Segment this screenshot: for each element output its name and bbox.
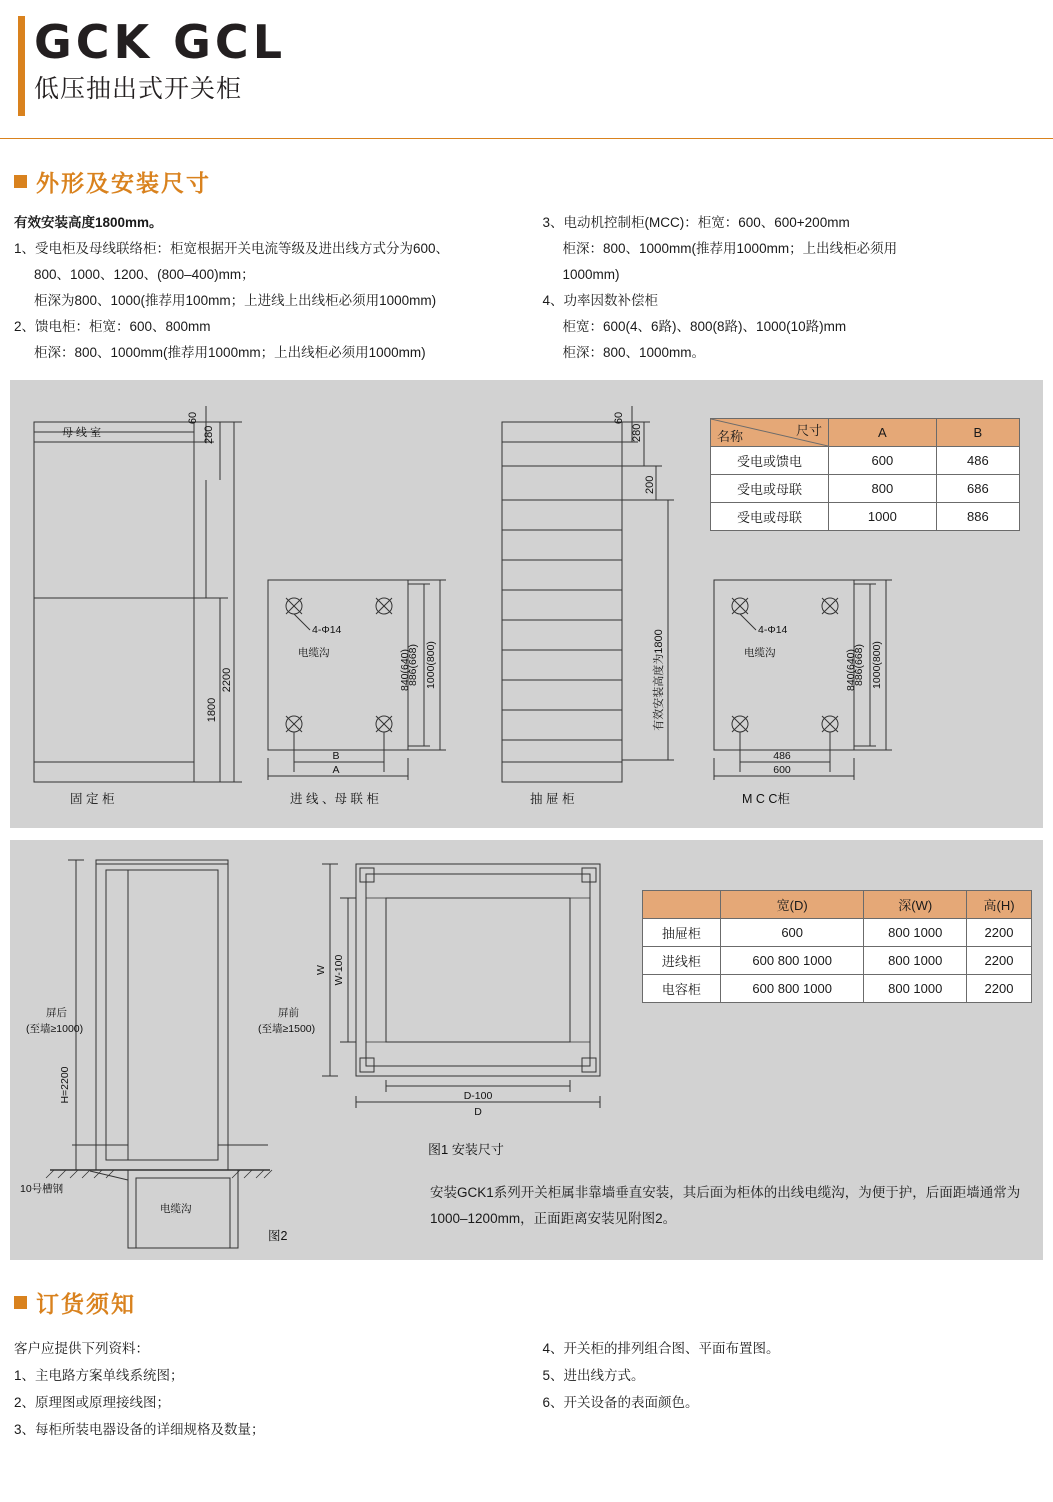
dim-886-incoming: 886(668) — [407, 643, 419, 687]
dim-D100: D-100 — [463, 1090, 493, 1102]
order-left-line-2: 2、原理图或原理接线图； — [14, 1395, 171, 1410]
dim-1000-mcc: 1000(800) — [871, 641, 883, 689]
spec-left-line-3: 柜深为800、1000(推荐用100mm；上进线上出线柜必须用1000mm) — [34, 293, 437, 308]
caption-mcc-cabinet: M C C柜 — [742, 792, 790, 806]
label-channel-steel: 10号槽钢 — [20, 1183, 64, 1195]
header-divider — [0, 138, 1053, 139]
row-name: 受电或母联 — [711, 475, 829, 503]
label-trench-incoming: 电缆沟 — [298, 647, 330, 659]
section-heading-text: 外形及安装尺寸 — [36, 170, 211, 196]
table2-header-blank — [643, 891, 721, 919]
row-b: 686 — [936, 475, 1019, 503]
spec-left-line-0: 有效安装高度1800mm。 — [14, 215, 163, 230]
dim-60-drawer: 60 — [613, 411, 625, 425]
order-column-right — [525, 1335, 1036, 1443]
figure-panel-installation — [10, 840, 1043, 1260]
section-heading-dimensions — [14, 165, 1053, 198]
row-height: 2200 — [967, 975, 1032, 1003]
dim-840-incoming: 840(640) — [399, 648, 411, 692]
spec-right-line-4: 柜宽：600(4、6路)、800(8路)、1000(10路)mm — [562, 319, 847, 334]
spec-right-line-0: 3、电动机控制柜(MCC)：柜宽：600、600+200mm — [542, 215, 850, 230]
row-depth: 800 1000 — [864, 975, 967, 1003]
table-row — [711, 447, 1020, 475]
label-hole-incoming: 4-Φ14 — [312, 624, 342, 636]
installation-size-table — [642, 890, 1032, 1003]
spec-left-line-4: 2、馈电柜：柜宽：600、800mm — [14, 319, 211, 334]
row-depth: 800 1000 — [864, 919, 967, 947]
dim-280-drawer: 280 — [631, 423, 643, 442]
row-depth: 800 1000 — [864, 947, 967, 975]
table-header-b: B — [936, 419, 1019, 447]
table-row — [711, 475, 1020, 503]
row-width: 600 800 1000 — [720, 947, 864, 975]
spec-column-right — [525, 210, 1036, 366]
dim-600-mcc: 600 — [773, 764, 791, 776]
table-row — [643, 919, 1032, 947]
page-subtitle: 低压抽出式开关柜 — [34, 75, 243, 103]
spec-right-line-5: 柜深：800、1000mm。 — [562, 345, 706, 360]
caption-figure2: 图2 — [268, 1229, 288, 1243]
table2-header-depth: 深(W) — [864, 891, 967, 919]
spec-left-line-2: 800、1000、1200、(800–400)mm； — [34, 267, 255, 282]
row-width: 600 800 1000 — [720, 975, 864, 1003]
order-right-line-2: 6、开关设备的表面颜色。 — [542, 1395, 699, 1410]
table-row — [643, 947, 1032, 975]
table2-header-height: 高(H) — [967, 891, 1032, 919]
spec-text-block — [0, 210, 1053, 366]
caption-drawer-cabinet: 抽 屉 柜 — [530, 792, 575, 806]
row-name: 抽屉柜 — [643, 919, 721, 947]
caption-incoming-cabinet: 进 线 、母 联 柜 — [290, 792, 379, 806]
section-heading-text-order: 订货须知 — [36, 1291, 136, 1317]
dim-1800-fixed: 1800 — [206, 697, 218, 723]
label-hole-mcc: 4-Φ14 — [758, 624, 788, 636]
table-corner-cell — [711, 419, 829, 447]
spec-right-line-1: 柜深：800、1000mm(推荐用1000mm；上出线柜必须用 — [562, 241, 898, 256]
row-height: 2200 — [967, 947, 1032, 975]
bullet-square-icon — [14, 1296, 27, 1309]
installation-note: 安装GCK1系列开关柜属非靠墙垂直安装，其后面为柜体的出线电缆沟，为便于护，后面距墙通常为1000–1200mm，正面距离安装见附图2。 — [430, 1185, 1021, 1226]
label-busbar-room: 母 线 室 — [62, 427, 102, 439]
dim-A-incoming: A — [332, 764, 340, 776]
spec-column-left — [14, 210, 525, 366]
page-header — [0, 0, 1053, 130]
dim-2200-fixed: 2200 — [221, 667, 233, 693]
section-heading-order — [14, 1286, 1053, 1319]
dim-D: D — [474, 1106, 482, 1118]
dim-200-drawer: 200 — [644, 475, 656, 494]
dim-60-fixed: 60 — [187, 411, 199, 425]
caption-fixed-cabinet: 固 定 柜 — [70, 792, 115, 806]
dim-effective-height: 有效安装高度为1800 — [653, 629, 665, 731]
dim-840-mcc: 840(640) — [845, 648, 857, 692]
row-a: 1000 — [829, 503, 937, 531]
header-accent-bar — [18, 16, 25, 116]
spec-left-line-5: 柜深：800、1000mm(推荐用1000mm；上出线柜必须用1000mm) — [34, 345, 426, 360]
row-name: 受电或馈电 — [711, 447, 829, 475]
label-back: 屏后 — [46, 1007, 67, 1019]
row-name: 电容柜 — [643, 975, 721, 1003]
spec-right-line-2: 1000mm) — [562, 267, 620, 282]
label-front: 屏前 — [278, 1007, 299, 1019]
row-name: 受电或母联 — [711, 503, 829, 531]
page-title: GCK GCL — [34, 15, 287, 69]
label-trench-mcc: 电缆沟 — [744, 647, 776, 659]
row-b: 886 — [936, 503, 1019, 531]
order-right-line-1: 5、进出线方式。 — [542, 1368, 645, 1383]
label-front-sub: (至墙≥1500) — [258, 1023, 316, 1035]
table-row — [643, 975, 1032, 1003]
order-notice-block — [0, 1331, 1053, 1443]
dim-B-incoming: B — [332, 750, 340, 762]
dim-W: W — [315, 965, 327, 975]
table-header-a: A — [829, 419, 937, 447]
spec-right-line-3: 4、功率因数补偿柜 — [542, 293, 659, 308]
caption-figure1: 图1 安装尺寸 — [428, 1142, 504, 1157]
bullet-square-icon — [14, 175, 27, 188]
row-b: 486 — [936, 447, 1019, 475]
label-trench-side: 电缆沟 — [160, 1203, 192, 1215]
dimension-table-ab — [710, 418, 1020, 531]
order-column-left — [14, 1335, 525, 1443]
figure1-drawings — [10, 380, 710, 828]
figure1-mcc-drawing — [700, 570, 980, 820]
dim-H-2200: H=2200 — [59, 1066, 71, 1104]
row-height: 2200 — [967, 919, 1032, 947]
corner-row-label: 名称 — [717, 429, 744, 444]
row-width: 600 — [720, 919, 864, 947]
label-back-sub: (至墙≥1000) — [26, 1023, 84, 1035]
order-left-line-3: 3、每柜所装电器设备的详细规格及数量； — [14, 1422, 265, 1437]
corner-col-label: 尺寸 — [795, 423, 822, 438]
dim-1000-incoming: 1000(800) — [425, 641, 437, 689]
order-left-line-1: 1、主电路方案单线系统图； — [14, 1368, 184, 1383]
figure-panel-dimensions — [10, 380, 1043, 828]
order-left-line-0: 客户应提供下列资料： — [14, 1341, 149, 1356]
dim-486-mcc: 486 — [773, 750, 791, 762]
row-a: 600 — [829, 447, 937, 475]
row-a: 800 — [829, 475, 937, 503]
dim-886-mcc: 886(668) — [853, 643, 865, 687]
spec-left-line-1: 1、受电柜及母线联络柜：柜宽根据开关电流等级及进出线方式分为600、 — [14, 241, 450, 256]
table-row — [711, 503, 1020, 531]
dim-W100: W-100 — [333, 954, 345, 986]
order-right-line-0: 4、开关柜的排列组合图、平面布置图。 — [542, 1341, 780, 1356]
row-name: 进线柜 — [643, 947, 721, 975]
table2-header-width: 宽(D) — [720, 891, 864, 919]
dim-280-fixed: 280 — [203, 425, 215, 444]
